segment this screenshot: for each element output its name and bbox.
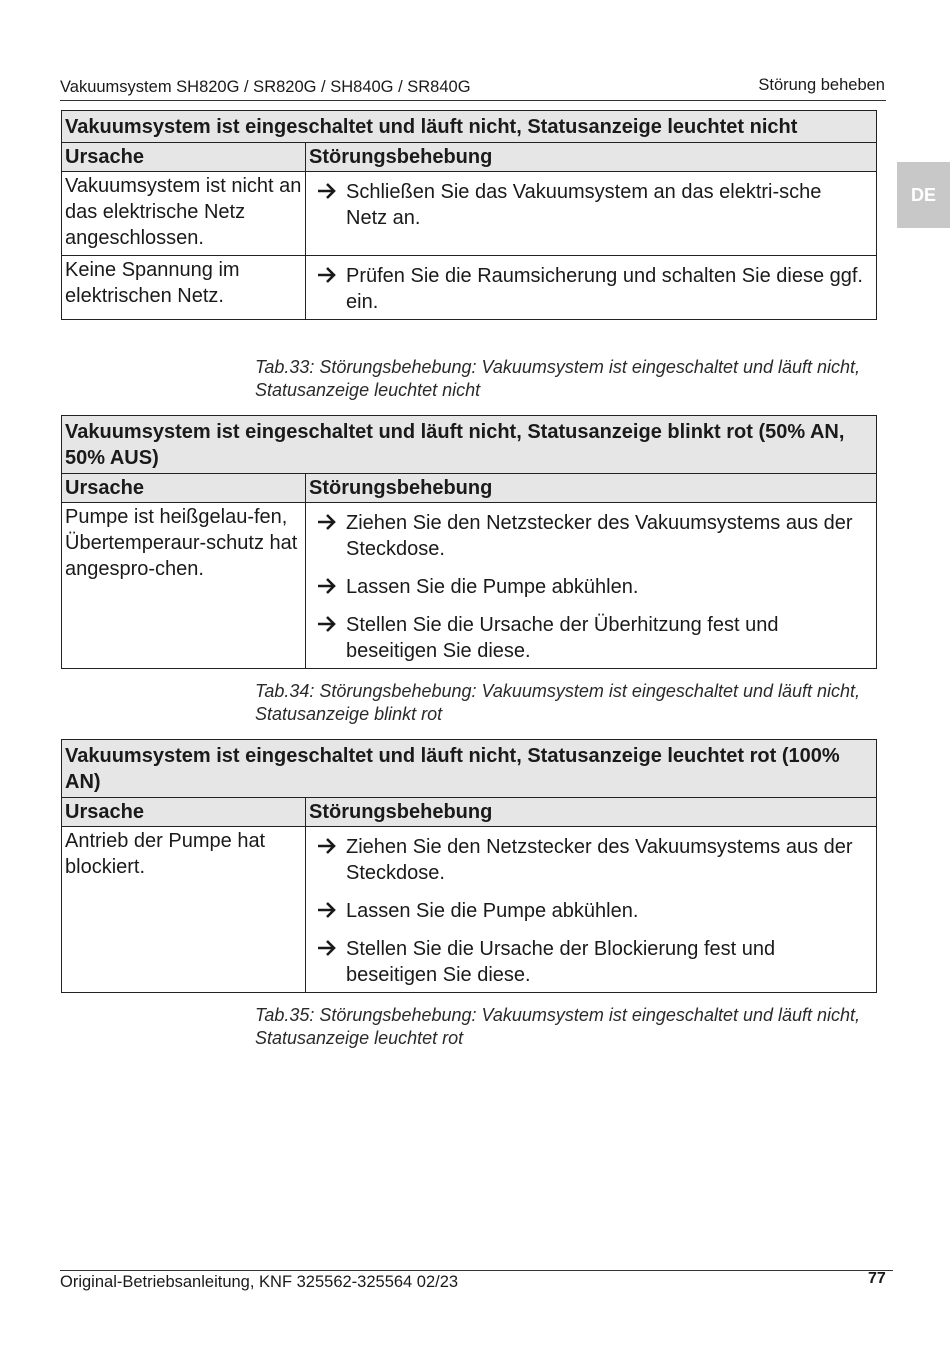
column-header-cause: Ursache (62, 143, 306, 172)
table-caption: Tab.35: Störungsbehebung: Vakuumsystem ist eingeschaltet und läuft nicht, Statusanzeige leuchtet rot (255, 1005, 861, 1048)
action-step-text: Ziehen Sie den Netzstecker des Vakuumsystems aus der Steckdose. (346, 836, 853, 884)
fix-cell (306, 827, 877, 993)
action-step-text: Ziehen Sie den Netzstecker des Vakuumsystems aus der Steckdose. (346, 512, 853, 560)
troubleshooting-table-33 (61, 110, 877, 320)
fix-cell (306, 256, 877, 320)
arrow-right-icon (316, 511, 340, 533)
table-title: Vakuumsystem ist eingeschaltet und läuft nicht, Statusanzeige leuchtet rot (100% AN) (62, 740, 877, 798)
arrow-right-icon (316, 899, 340, 921)
table-row (62, 827, 877, 993)
column-header-fix: Störungsbehebung (306, 798, 877, 827)
action-step (316, 612, 873, 664)
action-step (316, 510, 873, 562)
column-header-cause: Ursache (62, 798, 306, 827)
action-step (316, 179, 873, 231)
running-header-title: Vakuumsystem SH820G / SR820G / SH840G / SR840G (60, 78, 471, 96)
action-step-text: Stellen Sie die Ursache der Überhitzung fest und beseitigen Sie diese. (346, 614, 779, 662)
action-step-text: Prüfen Sie die Raumsicherung und schalten Sie diese ggf. ein. (346, 265, 863, 313)
action-step-text: Schließen Sie das Vakuumsystem an das elektri-sche Netz an. (346, 181, 822, 229)
footer-divider (60, 1270, 893, 1271)
action-step-text: Stellen Sie die Ursache der Blockierung fest und beseitigen Sie diese. (346, 938, 776, 986)
action-step (316, 263, 873, 315)
fix-cell (306, 172, 877, 256)
table-row (62, 172, 877, 256)
action-step-text: Lassen Sie die Pumpe abkühlen. (346, 576, 639, 598)
cause-cell: Vakuumsystem ist nicht an das elektrische Netz angeschlossen. (62, 172, 306, 256)
arrow-right-icon (316, 264, 340, 286)
action-step (316, 898, 873, 924)
table-title: Vakuumsystem ist eingeschaltet und läuft nicht, Statusanzeige leuchtet nicht (62, 111, 877, 143)
arrow-right-icon (316, 835, 340, 857)
action-step (316, 936, 873, 988)
cause-cell: Keine Spannung im elektrischen Netz. (62, 256, 306, 320)
header-divider (60, 100, 886, 101)
cause-cell: Antrieb der Pumpe hat blockiert. (62, 827, 306, 993)
column-header-fix: Störungsbehebung (306, 474, 877, 503)
table-row (62, 503, 877, 669)
action-step-text: Lassen Sie die Pumpe abkühlen. (346, 900, 639, 922)
column-header-fix: Störungsbehebung (306, 143, 877, 172)
cause-cell: Pumpe ist heißgelau-fen, Übertemperaur-schutz hat angespro-chen. (62, 503, 306, 669)
troubleshooting-table-34 (61, 415, 877, 669)
arrow-right-icon (316, 180, 340, 202)
arrow-right-icon (316, 575, 340, 597)
language-tab: DE (897, 162, 950, 228)
table-caption: Tab.33: Störungsbehebung: Vakuumsystem ist eingeschaltet und läuft nicht, Statusanzeige leuchtet nicht (255, 357, 861, 400)
running-header-section: Störung beheben (758, 76, 885, 94)
fix-cell (306, 503, 877, 669)
table-row (62, 256, 877, 320)
footer-document-info: Original-Betriebsanleitung, KNF 325562-325564 02/23 (60, 1273, 459, 1291)
action-step (316, 574, 873, 600)
page-number: 77 (868, 1270, 886, 1287)
table-title: Vakuumsystem ist eingeschaltet und läuft nicht, Statusanzeige blinkt rot (50% AN, 50% AUS) (62, 416, 877, 474)
table-caption: Tab.34: Störungsbehebung: Vakuumsystem ist eingeschaltet und läuft nicht, Statusanzeige blinkt rot (255, 681, 861, 724)
arrow-right-icon (316, 937, 340, 959)
column-header-cause: Ursache (62, 474, 306, 503)
arrow-right-icon (316, 613, 340, 635)
troubleshooting-table-35 (61, 739, 877, 993)
action-step (316, 834, 873, 886)
